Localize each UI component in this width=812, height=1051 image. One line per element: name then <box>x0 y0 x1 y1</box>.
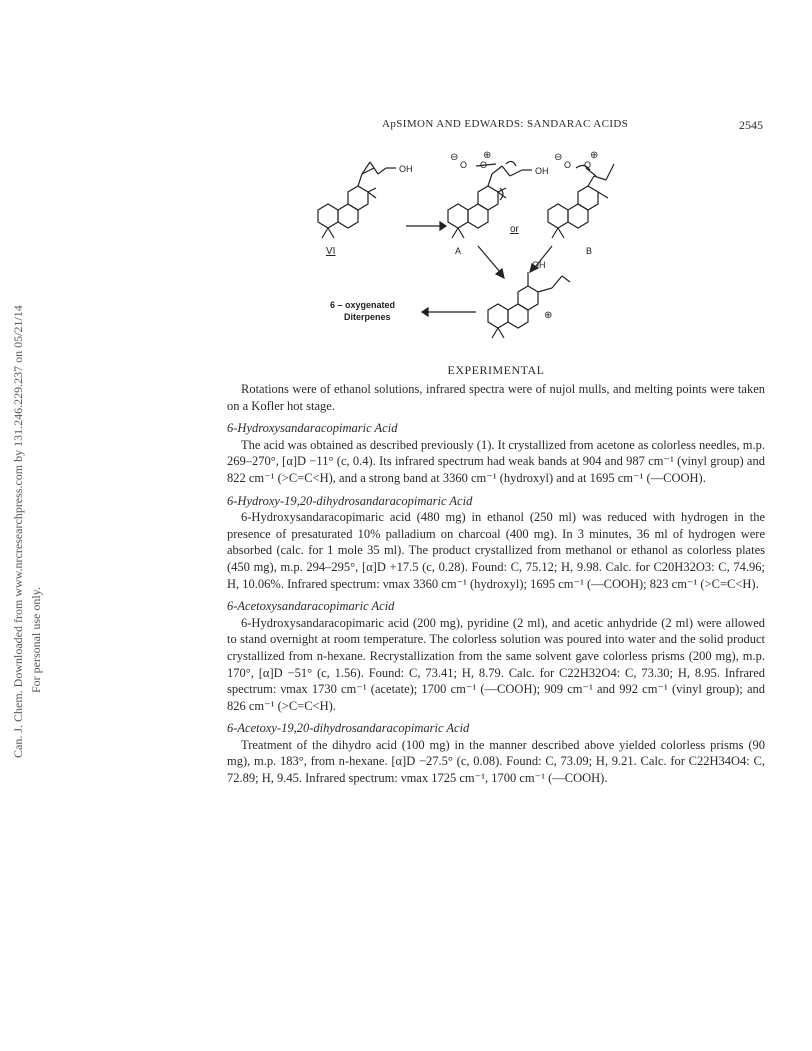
oxygen-1-a: O <box>460 160 468 170</box>
section-title-4: 6-Acetoxy-19,20-dihydrosandaracopimaric Acid <box>227 721 470 736</box>
section-title-2: 6-Hydroxy-19,20-dihydrosandaracopimaric Acid <box>227 493 473 508</box>
plus-sign-a: ⊕ <box>483 150 492 161</box>
oh-label-a: OH <box>535 166 549 176</box>
compound-label-a: A <box>455 246 462 256</box>
section-body-3: 6-Hydroxysandaracopimaric acid (200 mg), pyridine (2 ml), and acetic anhydride (2 ml) were allowed to stand overnight at room temperature. The colorless solution was poured into water and the solid product crystallized from n-hexane. Recrystallization from the same solvent gave colorless prisms (200 mg), m.p. 170°, [α]D −51° (c, 1.56). Found: C, 73.41; H, 8.79. Calc. for C22H32O4: C, 73.30; H, 8.95. Infrared spectrum: νmax 1730 cm⁻¹ (acetate); 1700 cm⁻¹ (—COOH); 909 cm⁻¹ and 992 cm⁻¹ (vinyl group); and 826 cm⁻¹ (>C=C<H). <box>227 615 765 713</box>
oh-label-vi: OH <box>399 164 413 174</box>
section-body-4: Treatment of the dihydro acid (100 mg) in the manner described above yielded colorless prisms (90 mg), m.p. 183°, from n-hexane. [α]D −27.5° (c, 0.08). Found: C, 73.09; H, 9.21. Calc. for C22H34O4: C, 72.89; H, 9.45. Infrared spectrum: νmax 1725 cm⁻¹, 1700 cm⁻¹ (—COOH). <box>227 737 765 786</box>
intro-paragraph: Rotations were of ethanol solutions, infrared spectra were of nujol mulls, and melting points were taken on a Kofler hot stage. <box>227 382 765 413</box>
minus-sign-a: ⊖ <box>450 152 459 163</box>
compound-label-vi: VI <box>326 246 336 257</box>
minus-sign-b: ⊖ <box>554 152 563 163</box>
section-title-3: 6-Acetoxysandaracopimaric Acid <box>227 599 395 614</box>
running-title: ApSIMON AND EDWARDS: SANDARAC ACIDS <box>382 118 629 130</box>
reaction-scheme <box>300 150 620 345</box>
experimental-text <box>227 381 765 787</box>
oxygenated-label-line2: Diterpenes <box>344 312 391 322</box>
section-body-2: 6-Hydroxysandaracopimaric acid (480 mg) in ethanol (250 ml) was reduced with hydrogen in the presence of presaturated 10% palladium on charcoal (400 mg). In 3 minutes, 36 ml of hydrogen were absorbed (calc. for 1 mole 35 ml). The product crystallized from methanol or ethanol as colorless plates (450 mg), m.p. 294–295°, [α]D +17.5 (c, 0.28). Found: C, 75.12; H, 9.98. Calc. for C20H32O3: C, 74.96; H, 10.06%. Infrared spectrum: νmax 3360 cm⁻¹ (hydroxyl); 1695 cm⁻¹ (—COOH); 823 cm⁻¹ (>C=C<H). <box>227 510 765 591</box>
oxygen-1-b: O <box>564 160 572 170</box>
oxygenated-label-line1: 6 – oxygenated <box>330 300 396 310</box>
or-label: or <box>510 224 519 235</box>
oxygen-2-b: O <box>584 160 592 170</box>
section-heading: EXPERIMENTAL <box>447 363 545 377</box>
download-notice: Can. J. Chem. Downloaded from www.nrcresearchpress.com by 131.246.229.237 on 05/21/14 <box>11 305 25 758</box>
compound-label-b: B <box>586 246 593 256</box>
oxygen-2-a: O <box>480 160 488 170</box>
download-margin-note <box>9 210 49 770</box>
page-number: 2545 <box>739 118 763 132</box>
plus-sign-b: ⊕ <box>590 150 599 161</box>
oh-label-product: OH <box>532 260 546 270</box>
personal-use-notice: For personal use only. <box>29 587 43 693</box>
section-body-1: The acid was obtained as described previously (1). It crystallized from acetone as colorless needles, m.p. 269–270°, [α]D −11° (c, 0.4). Its infrared spectrum had weak bands at 904 and 987 cm⁻¹ (vinyl group) and 822 cm⁻¹ (>C=C<H), and a strong band at 3360 cm⁻¹ (hydroxyl) and at 1695 cm⁻¹ (—COOH). <box>227 437 765 485</box>
plus-sign-product: ⊕ <box>544 310 553 321</box>
page-header <box>227 118 765 134</box>
section-title-1: 6-Hydroxysandaracopimaric Acid <box>227 421 398 436</box>
